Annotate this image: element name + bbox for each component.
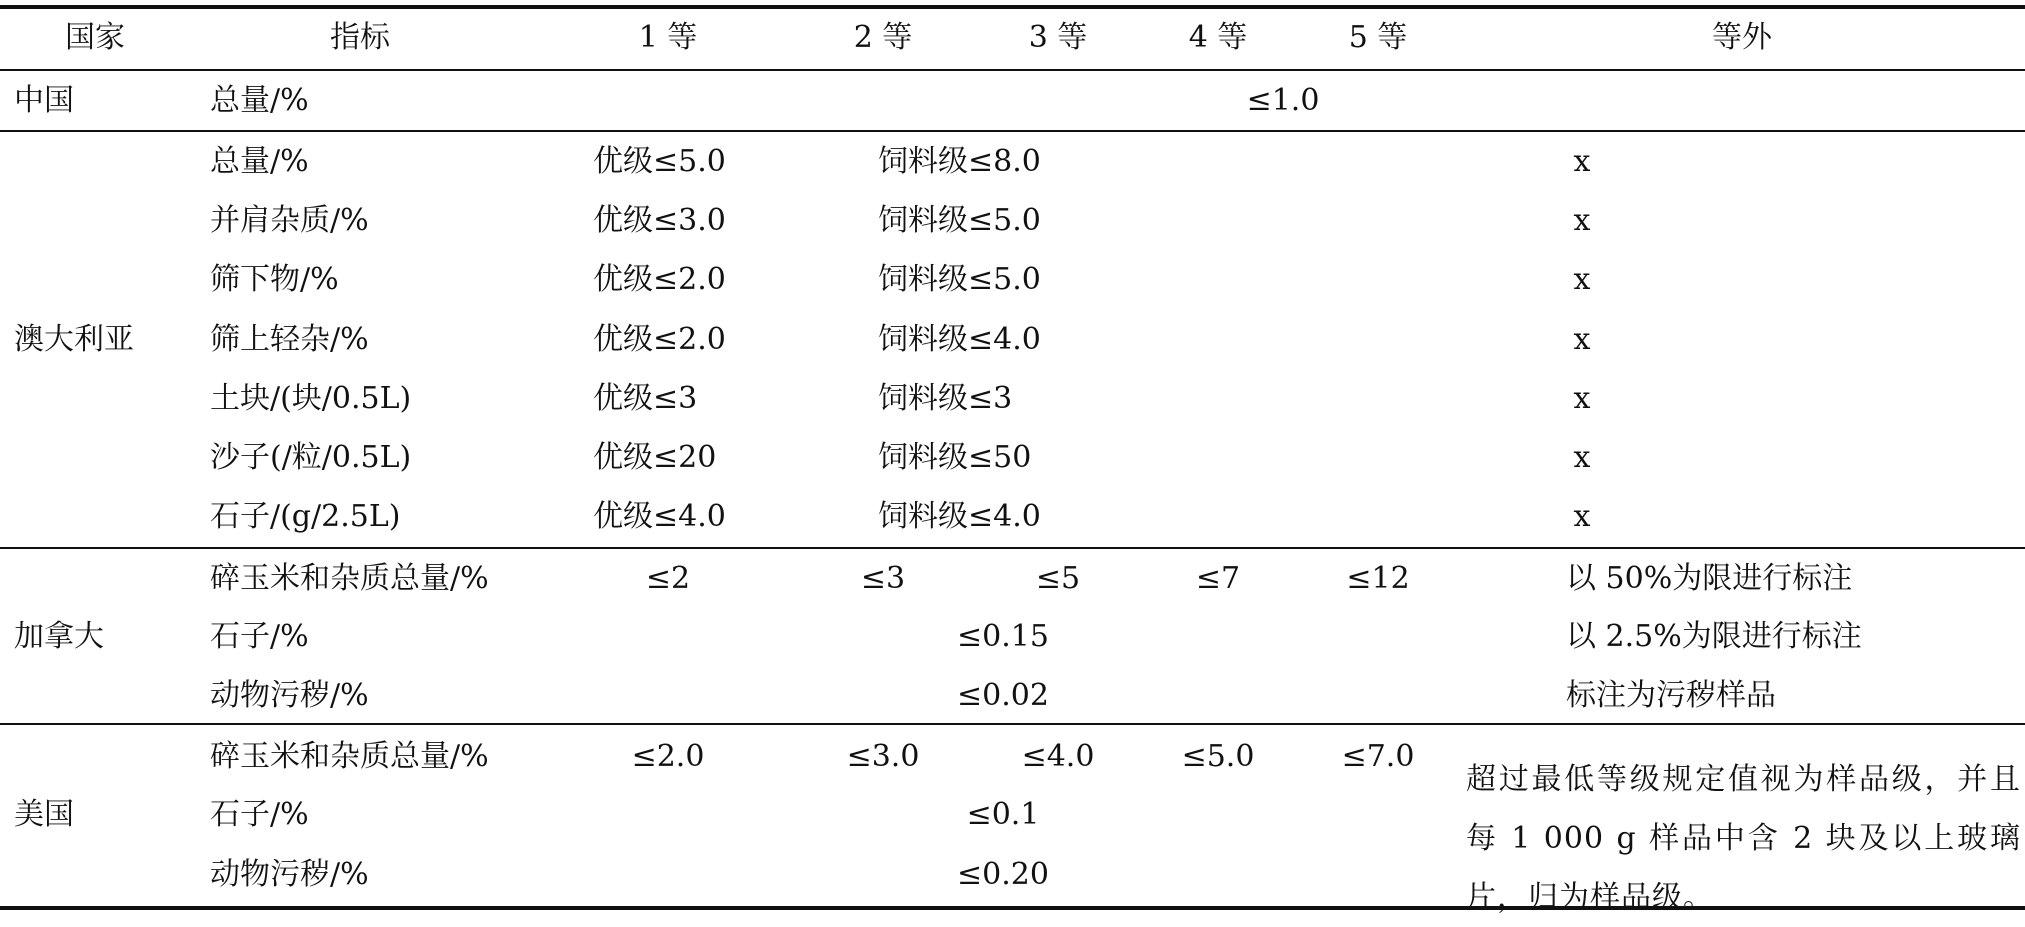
off-grade-cell: 标注为污秽样品	[1566, 678, 1776, 713]
grade-4-cell: ≤5.0	[1181, 739, 1255, 774]
grade-5-cell: ≤7.0	[1341, 739, 1415, 774]
country-usa: 美国	[14, 797, 74, 832]
premium-cell: 优级≤3.0	[593, 203, 726, 238]
premium-cell: 优级≤4.0	[593, 499, 726, 534]
australia-bottom-rule	[0, 547, 2025, 549]
header-indicator: 指标	[330, 20, 390, 55]
grade-1-cell: ≤2.0	[631, 739, 705, 774]
feed-cell: 饲料级≤4.0	[878, 499, 1041, 534]
off-grade-cell: 以 2.5%为限进行标注	[1566, 619, 1862, 654]
feed-cell: 饲料级≤4.0	[878, 322, 1041, 357]
premium-cell: 优级≤2.0	[593, 262, 726, 297]
header-country: 国家	[65, 20, 125, 55]
premium-cell: 优级≤3	[593, 381, 698, 416]
off-grade-cell: x	[1573, 381, 1591, 416]
grade-5-cell: ≤12	[1346, 561, 1410, 596]
feed-cell: 饲料级≤5.0	[878, 203, 1041, 238]
off-grade-cell: x	[1573, 203, 1591, 238]
indicator-cell: 并肩杂质/%	[210, 203, 369, 238]
header-grade-5: 5 等	[1348, 20, 1408, 55]
off-grade-cell: x	[1573, 499, 1591, 534]
premium-cell: 优级≤5.0	[593, 144, 726, 179]
off-grade-cell: x	[1573, 144, 1591, 179]
off-grade-cell: x	[1573, 262, 1591, 297]
indicator-cell: 土块/(块/0.5L)	[210, 381, 412, 416]
country-china: 中国	[14, 83, 74, 118]
usa-off-grade-note: 超过最低等级规定值视为样品级，并且每 1 000 g 样品中含 2 块及以上玻璃片，归为样品级。	[1466, 762, 2021, 915]
feed-cell: 饲料级≤5.0	[878, 262, 1041, 297]
indicator-cell: 碎玉米和杂质总量/%	[210, 739, 489, 774]
canada-bottom-rule	[0, 723, 2025, 725]
header-off-grade: 等外	[1712, 20, 1772, 55]
premium-cell: 优级≤2.0	[593, 322, 726, 357]
indicator-cell: 动物污秽/%	[210, 857, 369, 892]
indicator-cell: 总量/%	[210, 83, 309, 118]
off-grade-cell: 以 50%为限进行标注	[1566, 561, 1853, 596]
header-bottom-rule	[0, 69, 2025, 71]
off-grade-cell: x	[1573, 440, 1591, 475]
table-top-rule	[0, 5, 2025, 9]
off-grade-cell: x	[1573, 322, 1591, 357]
grade-4-cell: ≤7	[1195, 561, 1241, 596]
value-cell: ≤0.20	[957, 857, 1049, 892]
grade-3-cell: ≤5	[1035, 561, 1081, 596]
china-bottom-rule	[0, 130, 2025, 132]
indicator-cell: 石子/%	[210, 797, 309, 832]
country-canada: 加拿大	[14, 619, 104, 654]
header-grade-1: 1 等	[638, 20, 698, 55]
country-australia: 澳大利亚	[14, 322, 134, 357]
indicator-cell: 石子/(g/2.5L)	[210, 499, 401, 534]
grade-3-cell: ≤4.0	[1021, 739, 1095, 774]
indicator-cell: 沙子(/粒/0.5L)	[210, 440, 412, 475]
value-cell: ≤0.15	[957, 619, 1049, 654]
indicator-cell: 石子/%	[210, 619, 309, 654]
value-cell: ≤0.1	[966, 797, 1040, 832]
value-cell: ≤0.02	[957, 678, 1049, 713]
feed-cell: 饲料级≤50	[878, 440, 1032, 475]
grade-2-cell: ≤3.0	[846, 739, 920, 774]
feed-cell: 饲料级≤8.0	[878, 144, 1041, 179]
indicator-cell: 筛下物/%	[210, 262, 339, 297]
feed-cell: 饲料级≤3	[878, 381, 1013, 416]
indicator-cell: 动物污秽/%	[210, 678, 369, 713]
grade-1-cell: ≤2	[645, 561, 691, 596]
premium-cell: 优级≤20	[593, 440, 717, 475]
value-cell: ≤1.0	[1246, 83, 1320, 118]
header-grade-3: 3 等	[1028, 20, 1088, 55]
grade-2-cell: ≤3	[860, 561, 906, 596]
indicator-cell: 筛上轻杂/%	[210, 322, 369, 357]
header-grade-4: 4 等	[1188, 20, 1248, 55]
header-grade-2: 2 等	[853, 20, 913, 55]
indicator-cell: 总量/%	[210, 144, 309, 179]
indicator-cell: 碎玉米和杂质总量/%	[210, 561, 489, 596]
